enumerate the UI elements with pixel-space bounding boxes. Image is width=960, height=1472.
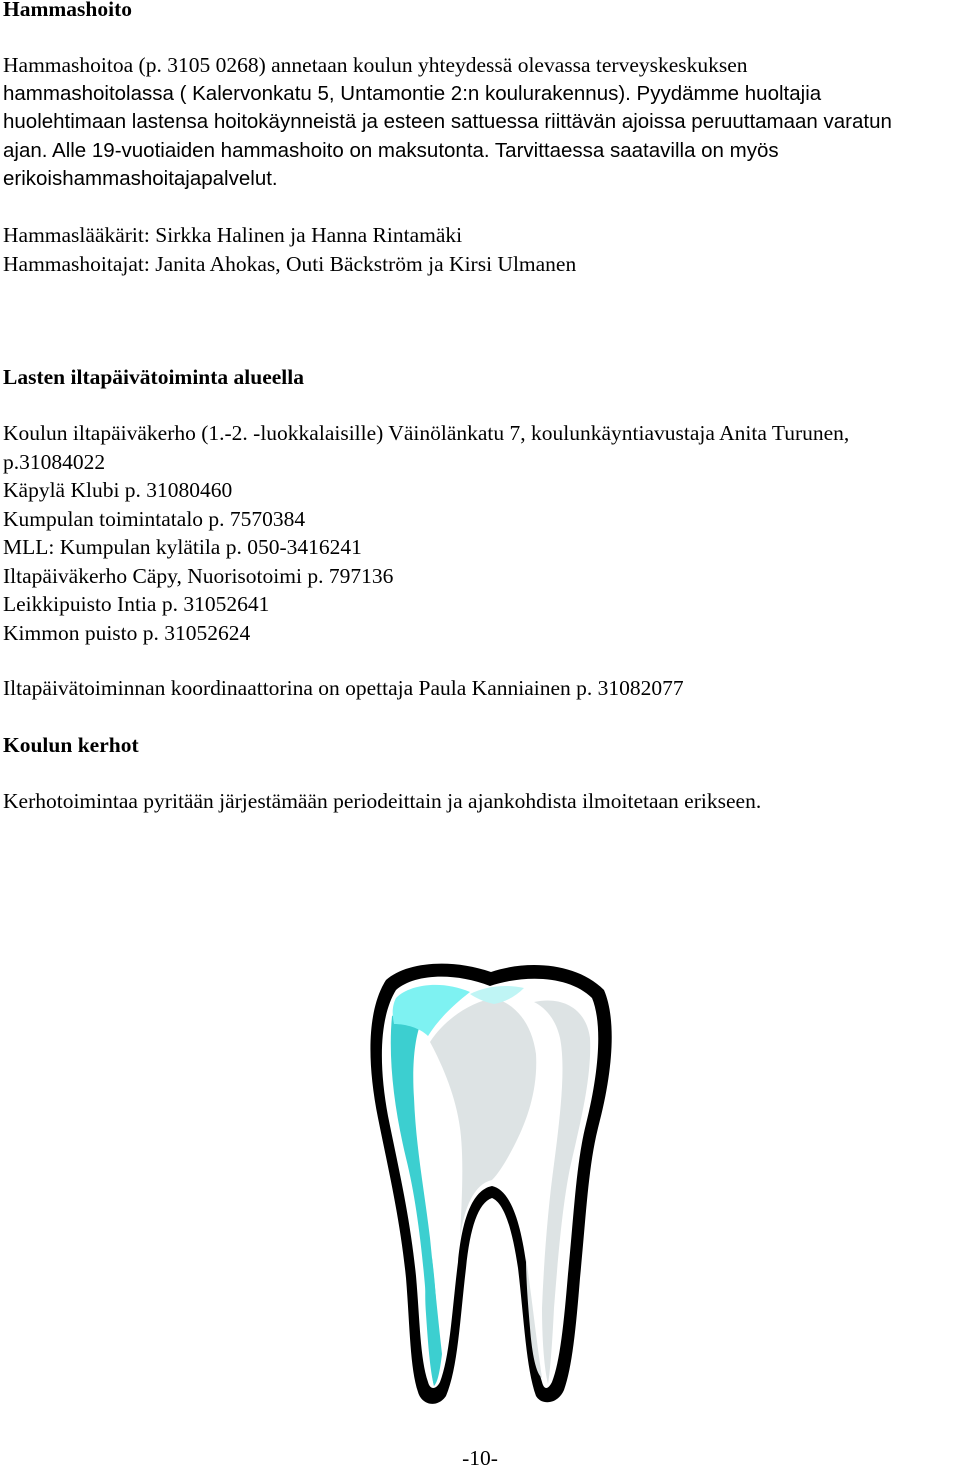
list-item: p.31084022	[3, 449, 106, 474]
list-item: Koulun iltapäiväkerho (1.-2. -luokkalaisille) Väinölänkatu 7, koulunkäyntiavustaja Anita Turunen,	[3, 421, 850, 445]
page-number: -10-	[462, 1446, 498, 1470]
dental-line-4: ajan. Alle 19-vuotiaiden hammashoito on maksutonta. Tarvittaessa saatavilla on myös	[3, 138, 779, 162]
dental-care-heading: Hammashoito	[3, 0, 132, 21]
list-item: MLL: Kumpulan kylätila p. 050-3416241	[3, 535, 362, 559]
afternoon-activities-heading: Lasten iltapäivätoiminta alueella	[3, 365, 304, 389]
list-item: Kumpulan toimintatalo p. 7570384	[3, 506, 306, 531]
list-item: Kimmon puisto p. 31052624	[3, 620, 251, 645]
dental-line-5: erikoishammashoitajapalvelut.	[3, 167, 278, 190]
dental-line-2: hammashoitolassa ( Kalervonkatu 5, Untamontie 2:n koulurakennus). Pyydämme huoltajia	[3, 81, 822, 105]
list-item: Leikkipuisto Intia p. 31052641	[3, 592, 270, 616]
dentists-line: Hammaslääkärit: Sirkka Halinen ja Hanna Rintamäki	[3, 223, 463, 247]
dental-line-3: huolehtimaan lastensa hoitokäynneistä ja esteen sattuessa riittävän ajoissa peruuttamaan varatun	[3, 110, 892, 133]
list-item: Iltapäiväkerho Cäpy, Nuorisotoimi p. 797136	[3, 563, 394, 588]
dental-care-paragraph	[3, 51, 958, 194]
coordinator-text: Iltapäivätoiminnan koordinaattorina on opettaja Paula Kanniainen p. 31082077	[3, 676, 684, 700]
hygienists-line: Hammashoitajat: Janita Ahokas, Outi Bäckström ja Kirsi Ulmanen	[3, 251, 577, 276]
list-item: Käpylä Klubi p. 31080460	[3, 478, 233, 502]
dental-line-1: Hammashoitoa (p. 3105 0268) annetaan koulun yhteydessä olevassa terveyskeskuksen	[3, 53, 748, 77]
school-clubs-heading: Koulun kerhot	[3, 733, 139, 757]
tooth-icon	[366, 958, 616, 1408]
school-clubs-text: Kerhotoimintaa pyritään järjestämään periodeittain ja ajankohdista ilmoitetaan erikseen.	[3, 789, 762, 813]
afternoon-activities-list	[3, 419, 958, 647]
dental-staff	[3, 221, 958, 278]
